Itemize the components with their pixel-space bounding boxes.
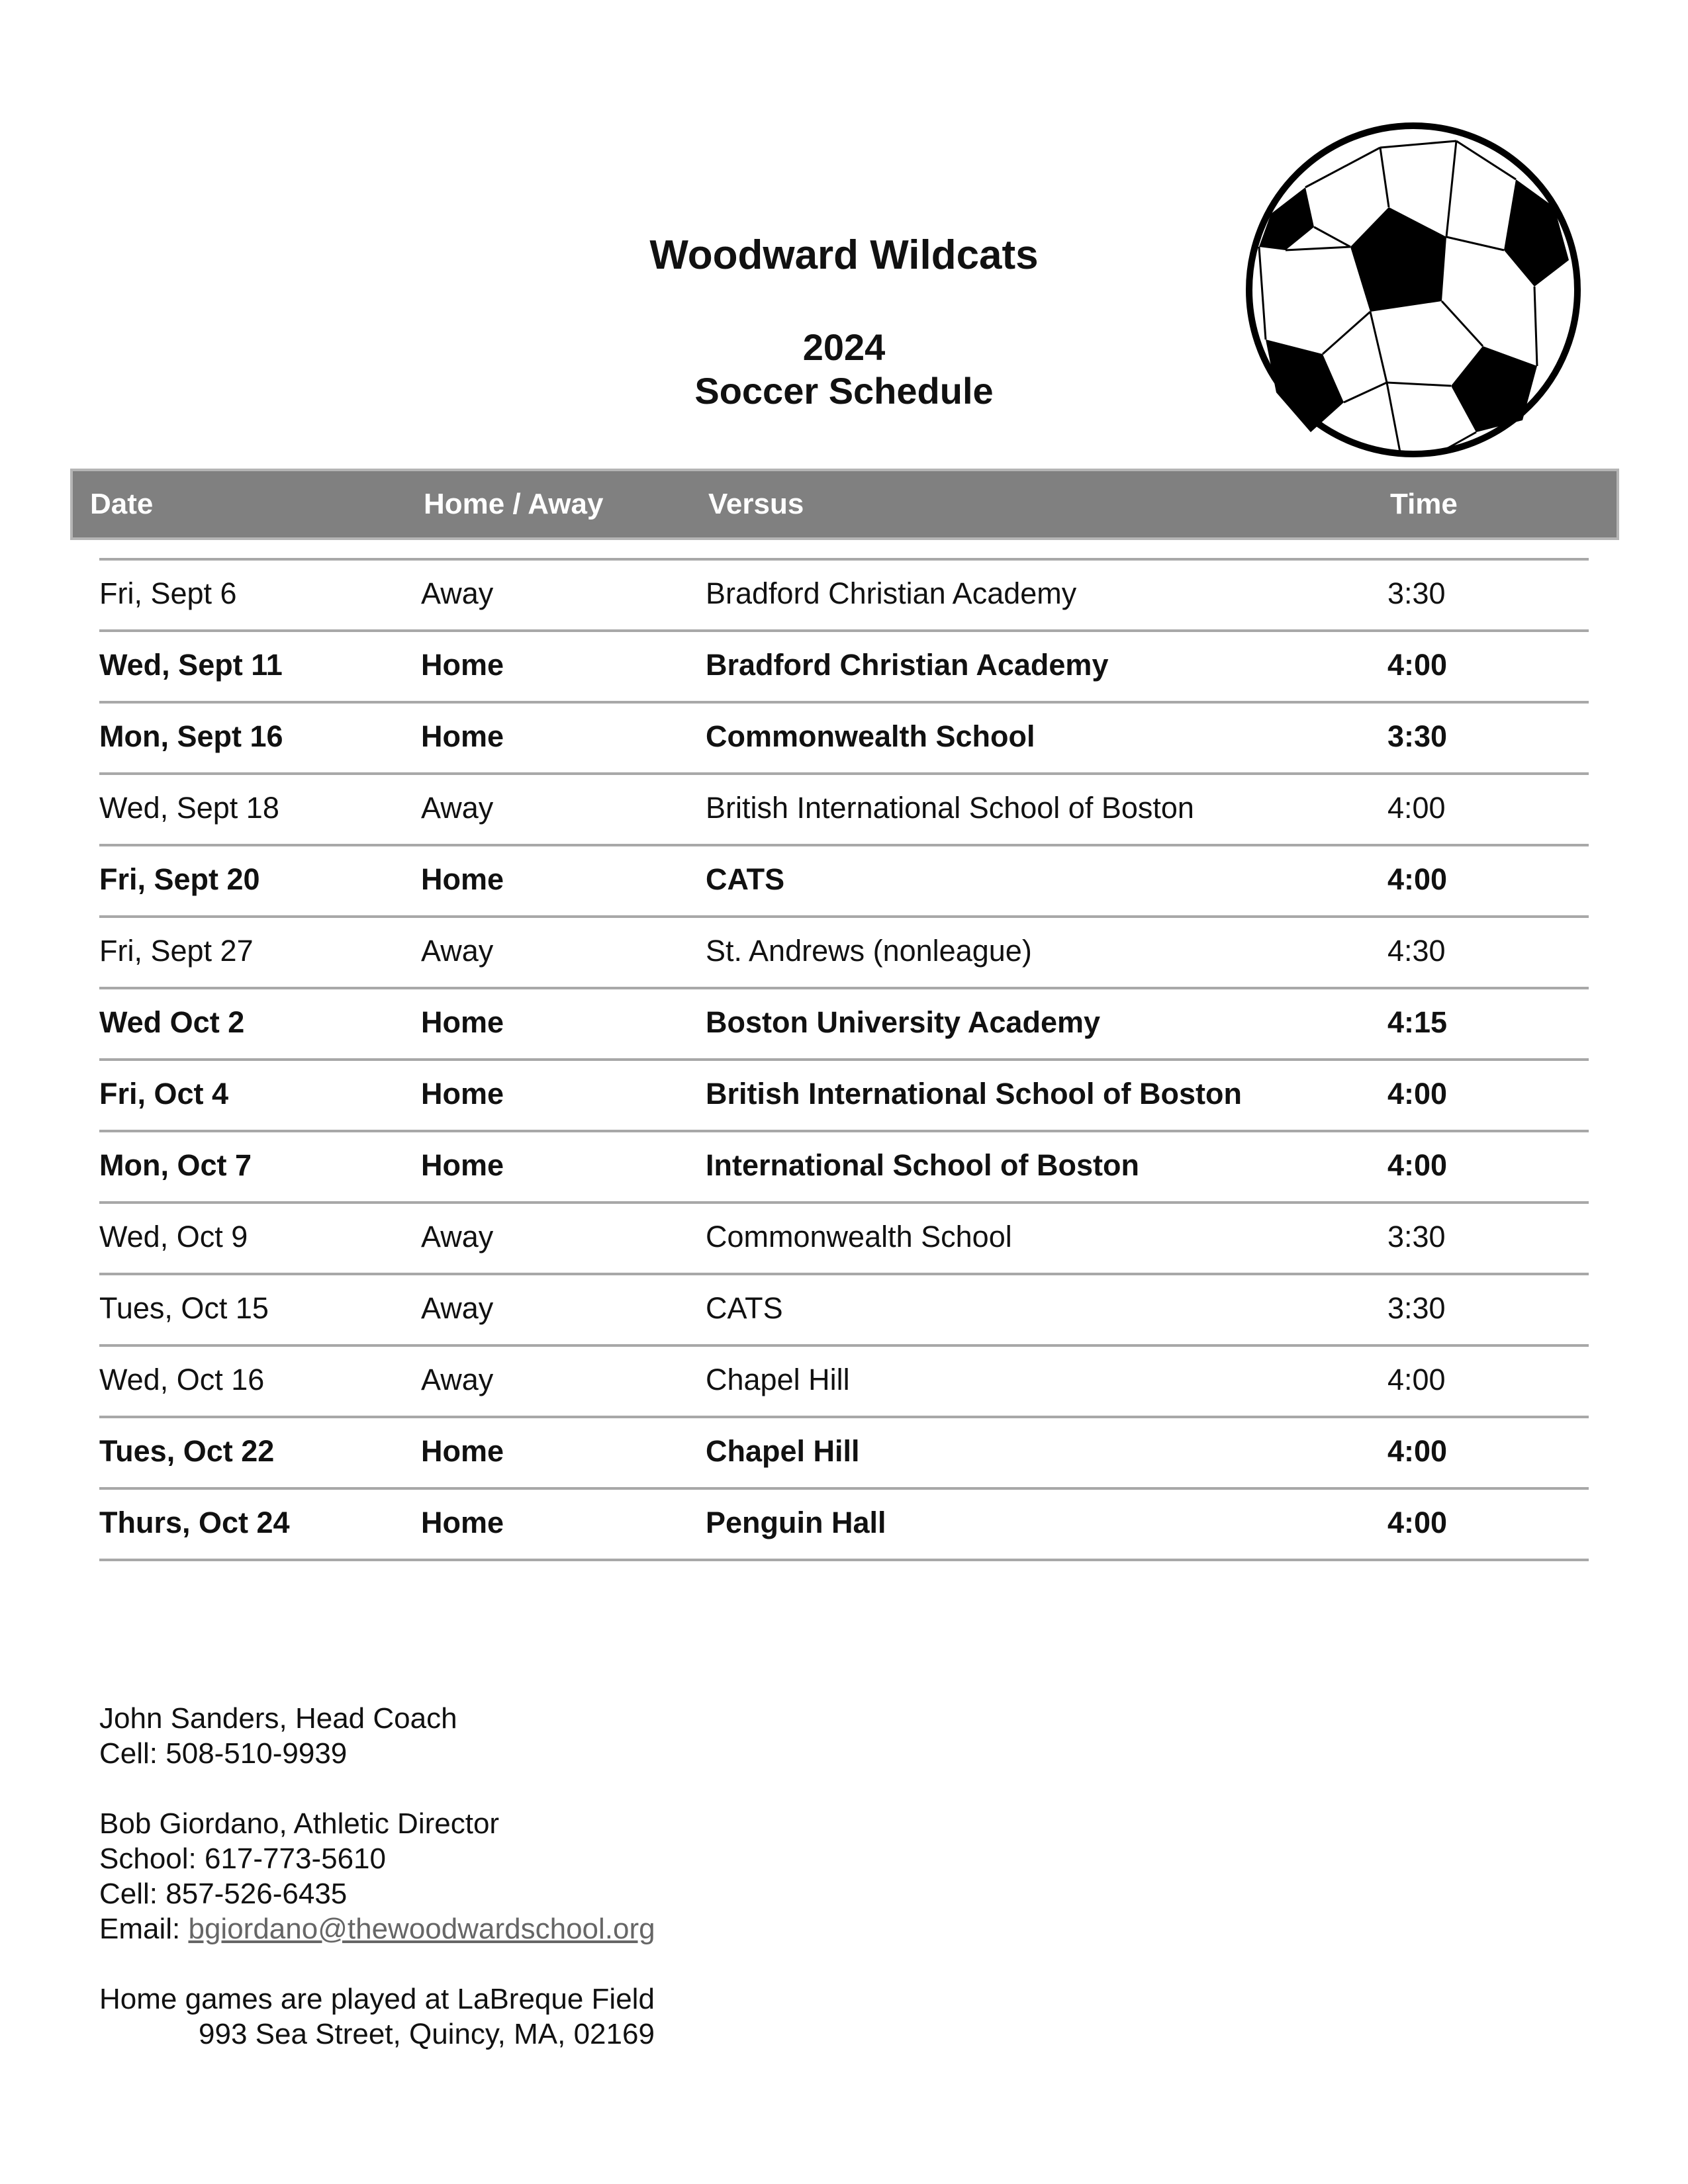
row-time: 4:00 <box>1387 862 1448 896</box>
row-time: 3:30 <box>1387 1220 1446 1253</box>
row-time: 4:00 <box>1387 648 1448 682</box>
ad-cell: Cell: 857-526-6435 <box>99 1878 348 1910</box>
row-versus: Chapel Hill <box>706 1363 850 1396</box>
row-versus: CATS <box>706 1291 783 1325</box>
table-row <box>99 1204 1589 1275</box>
row-versus: St. Andrews (nonleague) <box>706 934 1032 968</box>
ad-school-phone: School: 617-773-5610 <box>99 1843 386 1875</box>
column-header-home-away: Home / Away <box>424 488 604 520</box>
row-date: Wed, Sept 18 <box>99 791 279 825</box>
table-row <box>99 989 1589 1061</box>
column-header-date: Date <box>90 488 154 520</box>
row-home-away: Away <box>421 1363 494 1396</box>
row-time: 3:30 <box>1387 576 1446 610</box>
column-header-versus: Versus <box>708 488 804 520</box>
table-row <box>99 561 1589 632</box>
row-home-away: Home <box>421 1148 504 1182</box>
table-row <box>99 1490 1589 1561</box>
row-time: 4:00 <box>1387 1077 1448 1111</box>
row-versus: Commonwealth School <box>706 719 1035 753</box>
schedule-title: Soccer Schedule <box>694 370 994 412</box>
row-time: 4:00 <box>1387 1434 1448 1468</box>
row-versus: British International School of Boston <box>706 791 1194 825</box>
row-home-away: Home <box>421 1434 504 1468</box>
row-date: Tues, Oct 15 <box>99 1291 269 1325</box>
row-versus: British International School of Boston <box>706 1077 1242 1111</box>
row-home-away: Home <box>421 719 504 753</box>
email-label: Email: <box>99 1913 189 1945</box>
field-address: 993 Sea Street, Quincy, MA, 02169 <box>199 2018 655 2050</box>
table-row <box>99 632 1589 704</box>
row-home-away: Home <box>421 1506 504 1539</box>
row-time: 4:15 <box>1387 1005 1448 1039</box>
table-row <box>99 1275 1589 1347</box>
row-versus: Commonwealth School <box>706 1220 1012 1253</box>
row-date: Tues, Oct 22 <box>99 1434 275 1468</box>
row-date: Wed, Oct 16 <box>99 1363 265 1396</box>
season-year: 2024 <box>802 326 886 368</box>
field-line: Home games are played at LaBreque Field <box>99 1983 655 2015</box>
ad-name: Bob Giordano, Athletic Director <box>99 1807 500 1840</box>
table-row <box>99 1418 1589 1490</box>
contact-info <box>99 1701 655 2052</box>
ad-email-line <box>99 1911 655 1946</box>
row-versus: Bradford Christian Academy <box>706 648 1109 682</box>
row-date: Fri, Sept 6 <box>99 576 237 610</box>
schedule-table <box>99 558 1589 1561</box>
row-home-away: Away <box>421 1291 494 1325</box>
row-time: 4:00 <box>1387 1148 1448 1182</box>
row-versus: Chapel Hill <box>706 1434 860 1468</box>
row-versus: Bradford Christian Academy <box>706 576 1077 610</box>
row-date: Fri, Oct 4 <box>99 1077 229 1111</box>
coach-name: John Sanders, Head Coach <box>99 1702 457 1735</box>
soccer-ball-icon <box>1244 121 1582 459</box>
table-row <box>99 1061 1589 1132</box>
row-home-away: Home <box>421 1077 504 1111</box>
row-home-away: Home <box>421 648 504 682</box>
row-date: Fri, Sept 20 <box>99 862 260 896</box>
row-versus: Penguin Hall <box>706 1506 886 1539</box>
table-row <box>99 1347 1589 1418</box>
row-date: Mon, Sept 16 <box>99 719 283 753</box>
row-time: 4:30 <box>1387 934 1446 968</box>
row-versus: Boston University Academy <box>706 1005 1101 1039</box>
team-title: Woodward Wildcats <box>649 232 1039 278</box>
row-time: 3:30 <box>1387 719 1448 753</box>
row-time: 4:00 <box>1387 1506 1448 1539</box>
row-time: 3:30 <box>1387 1291 1446 1325</box>
row-date: Fri, Sept 27 <box>99 934 254 968</box>
row-home-away: Home <box>421 1005 504 1039</box>
row-date: Wed, Oct 9 <box>99 1220 248 1253</box>
column-header-time: Time <box>1390 488 1458 520</box>
row-date: Wed, Sept 11 <box>99 648 283 682</box>
row-versus: CATS <box>706 862 785 896</box>
row-home-away: Away <box>421 934 494 968</box>
email-link[interactable]: bgiordano@thewoodwardschool.org <box>188 1913 655 1945</box>
table-row <box>99 775 1589 846</box>
table-row <box>99 846 1589 918</box>
table-row <box>99 1132 1589 1204</box>
row-versus: International School of Boston <box>706 1148 1139 1182</box>
row-date: Thurs, Oct 24 <box>99 1506 290 1539</box>
row-date: Mon, Oct 7 <box>99 1148 252 1182</box>
row-home-away: Away <box>421 576 494 610</box>
coach-cell: Cell: 508-510-9939 <box>99 1737 348 1770</box>
row-time: 4:00 <box>1387 1363 1446 1396</box>
row-home-away: Away <box>421 1220 494 1253</box>
row-home-away: Away <box>421 791 494 825</box>
table-row <box>99 704 1589 775</box>
row-home-away: Home <box>421 862 504 896</box>
row-date: Wed Oct 2 <box>99 1005 245 1039</box>
row-time: 4:00 <box>1387 791 1446 825</box>
table-row <box>99 918 1589 989</box>
table-header <box>70 469 1619 540</box>
